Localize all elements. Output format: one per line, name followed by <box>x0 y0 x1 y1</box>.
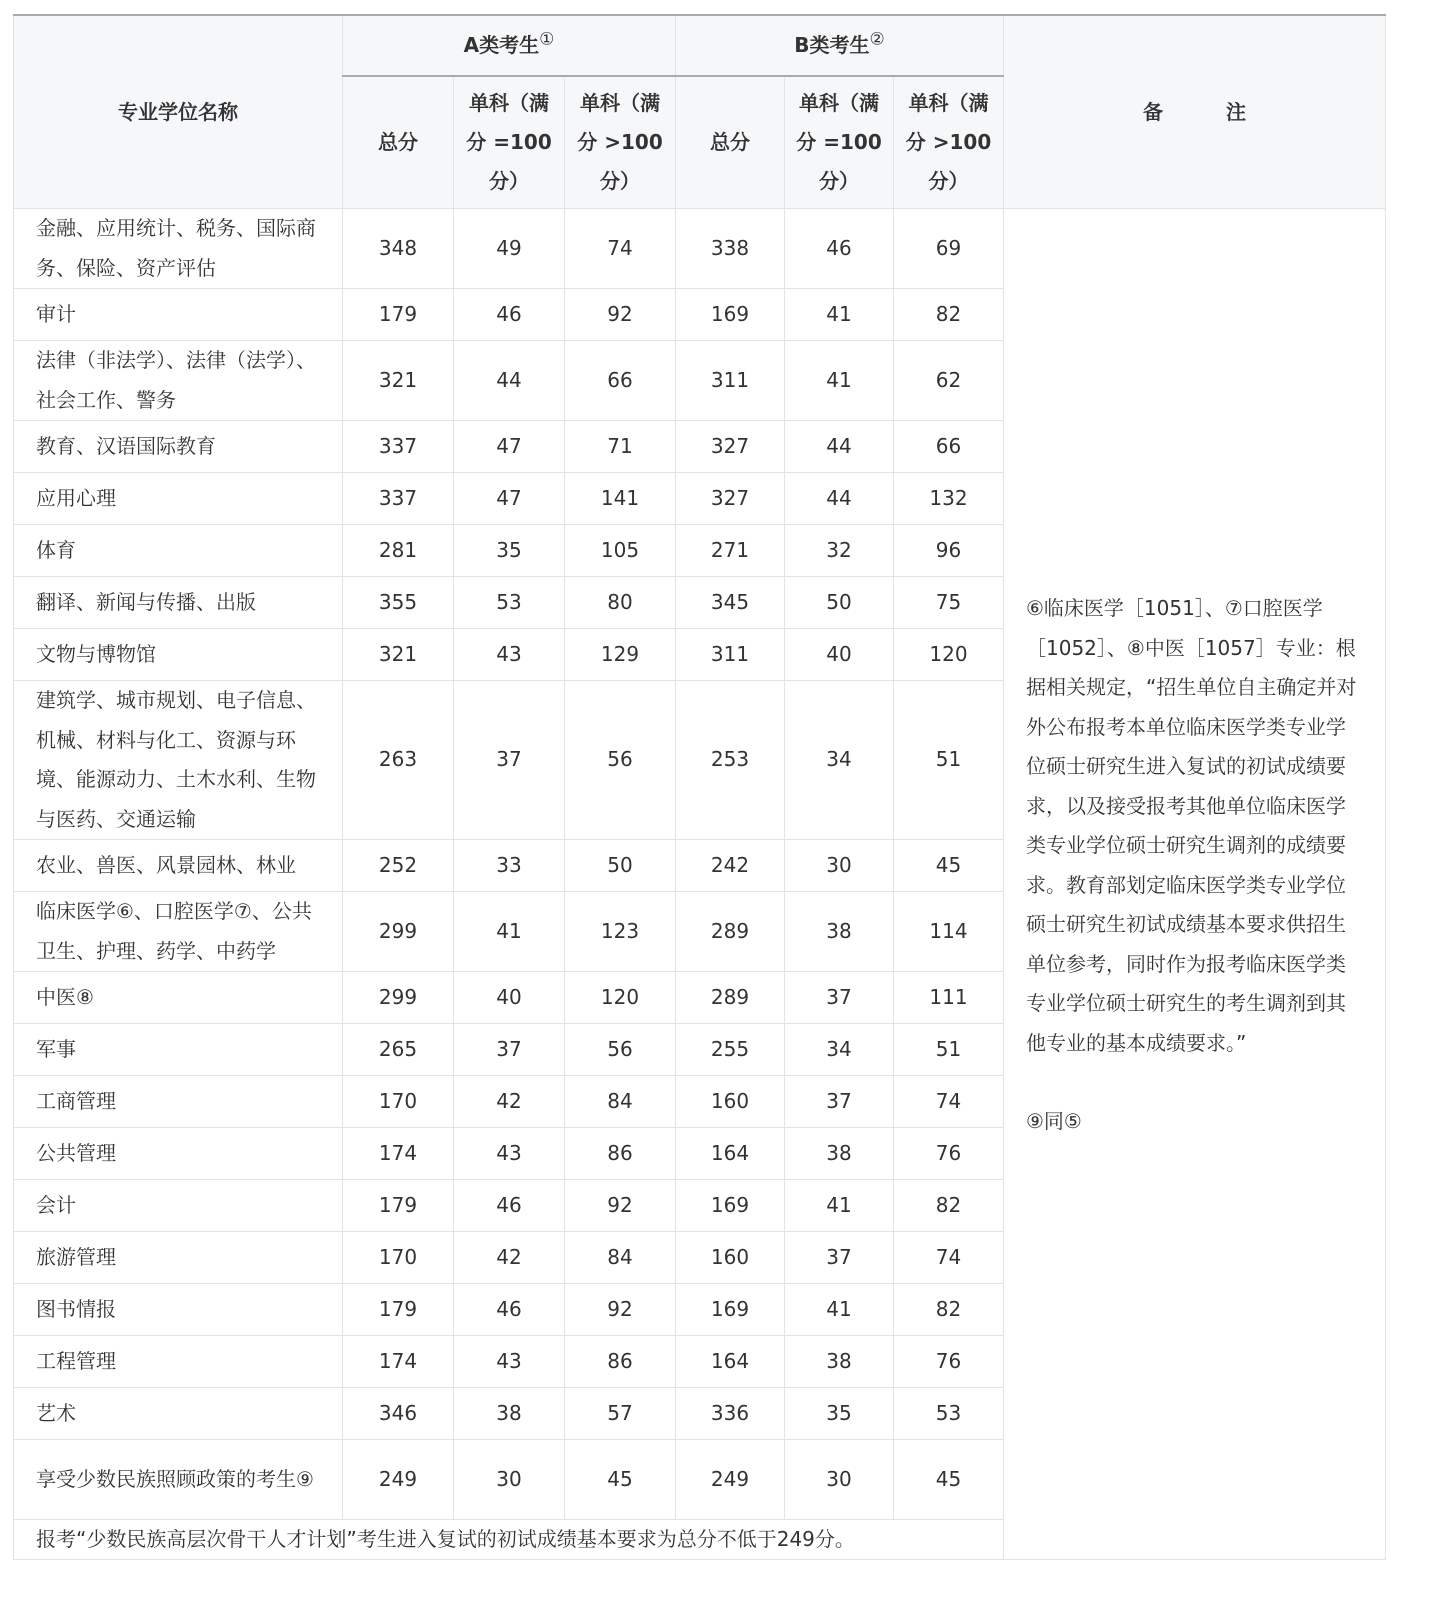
degree-name: 翻译、新闻与传播、出版 <box>14 577 343 629</box>
a-total: 179 <box>343 1284 454 1336</box>
b-total: 249 <box>676 1440 785 1520</box>
a-single-gt100: 92 <box>565 1284 676 1336</box>
b-single-gt100: 62 <box>894 341 1004 421</box>
a-total: 252 <box>343 840 454 892</box>
degree-name: 审计 <box>14 289 343 341</box>
a-single-gt100: 120 <box>565 972 676 1024</box>
header-a-total: 总分 <box>343 76 454 209</box>
a-single-eq100: 42 <box>454 1232 565 1284</box>
b-single-gt100: 45 <box>894 840 1004 892</box>
b-single-gt100: 51 <box>894 681 1004 840</box>
header-remark: 备 注 <box>1004 15 1386 209</box>
degree-name: 农业、兽医、风景园林、林业 <box>14 840 343 892</box>
group-b-label: B类考生 <box>794 33 870 57</box>
b-single-eq100: 41 <box>785 1180 894 1232</box>
header-group-row <box>14 15 1386 76</box>
a-single-gt100: 56 <box>565 681 676 840</box>
b-single-eq100: 44 <box>785 473 894 525</box>
a-single-gt100: 84 <box>565 1076 676 1128</box>
score-requirements-table <box>13 14 1386 1560</box>
b-total: 338 <box>676 209 785 289</box>
b-single-gt100: 132 <box>894 473 1004 525</box>
a-single-eq100: 42 <box>454 1076 565 1128</box>
degree-name: 图书情报 <box>14 1284 343 1336</box>
degree-name: 金融、应用统计、税务、国际商务、保险、资产评估 <box>14 209 343 289</box>
remark-minority-policy: ⑨同⑤ <box>1026 1109 1082 1133</box>
header-b-single-gt100: 单科（满分 >100分） <box>894 76 1004 209</box>
b-single-eq100: 37 <box>785 1076 894 1128</box>
b-single-gt100: 120 <box>894 629 1004 681</box>
b-total: 169 <box>676 289 785 341</box>
a-total: 299 <box>343 892 454 972</box>
b-single-gt100: 53 <box>894 1388 1004 1440</box>
a-single-gt100: 50 <box>565 840 676 892</box>
b-total: 311 <box>676 629 785 681</box>
b-total: 255 <box>676 1024 785 1076</box>
b-total: 345 <box>676 577 785 629</box>
a-total: 355 <box>343 577 454 629</box>
a-single-gt100: 86 <box>565 1336 676 1388</box>
degree-name: 文物与博物馆 <box>14 629 343 681</box>
degree-name: 艺术 <box>14 1388 343 1440</box>
a-single-eq100: 38 <box>454 1388 565 1440</box>
b-single-eq100: 37 <box>785 972 894 1024</box>
a-total: 249 <box>343 1440 454 1520</box>
a-total: 281 <box>343 525 454 577</box>
a-single-eq100: 46 <box>454 1180 565 1232</box>
b-total: 160 <box>676 1232 785 1284</box>
a-single-eq100: 37 <box>454 681 565 840</box>
b-total: 169 <box>676 1180 785 1232</box>
b-single-gt100: 45 <box>894 1440 1004 1520</box>
header-group-a <box>343 15 676 76</box>
table-body <box>14 209 1386 1560</box>
a-single-eq100: 30 <box>454 1440 565 1520</box>
a-single-gt100: 56 <box>565 1024 676 1076</box>
b-single-eq100: 38 <box>785 1336 894 1388</box>
a-single-eq100: 49 <box>454 209 565 289</box>
b-total: 242 <box>676 840 785 892</box>
footnote-minority-talent-plan: 报考“少数民族高层次骨干人才计划”考生进入复试的初试成绩基本要求为总分不低于249分。 <box>14 1520 1004 1560</box>
b-total: 311 <box>676 341 785 421</box>
b-total: 169 <box>676 1284 785 1336</box>
a-single-gt100: 86 <box>565 1128 676 1180</box>
degree-name: 旅游管理 <box>14 1232 343 1284</box>
b-single-gt100: 114 <box>894 892 1004 972</box>
header-a-single-eq100: 单科（满分 =100分） <box>454 76 565 209</box>
a-single-gt100: 141 <box>565 473 676 525</box>
a-total: 348 <box>343 209 454 289</box>
a-single-eq100: 33 <box>454 840 565 892</box>
a-total: 170 <box>343 1232 454 1284</box>
b-single-gt100: 82 <box>894 289 1004 341</box>
a-single-gt100: 74 <box>565 209 676 289</box>
header-a-single-gt100: 单科（满分 >100分） <box>565 76 676 209</box>
b-single-gt100: 76 <box>894 1128 1004 1180</box>
a-single-gt100: 71 <box>565 421 676 473</box>
a-single-gt100: 80 <box>565 577 676 629</box>
b-total: 164 <box>676 1128 785 1180</box>
b-single-gt100: 76 <box>894 1336 1004 1388</box>
degree-name: 军事 <box>14 1024 343 1076</box>
degree-name: 教育、汉语国际教育 <box>14 421 343 473</box>
a-single-eq100: 46 <box>454 289 565 341</box>
b-single-gt100: 96 <box>894 525 1004 577</box>
a-single-eq100: 37 <box>454 1024 565 1076</box>
b-single-eq100: 32 <box>785 525 894 577</box>
b-single-eq100: 41 <box>785 341 894 421</box>
a-single-eq100: 40 <box>454 972 565 1024</box>
degree-name: 工程管理 <box>14 1336 343 1388</box>
b-single-eq100: 38 <box>785 892 894 972</box>
b-single-gt100: 74 <box>894 1076 1004 1128</box>
degree-name: 法律（非法学）、法律（法学）、社会工作、警务 <box>14 341 343 421</box>
degree-name: 应用心理 <box>14 473 343 525</box>
b-total: 271 <box>676 525 785 577</box>
group-a-footnote-mark: ① <box>539 29 555 50</box>
b-single-eq100: 30 <box>785 1440 894 1520</box>
b-single-gt100: 111 <box>894 972 1004 1024</box>
remark-clinical-medicine: ⑥临床医学［1051］、⑦口腔医学［1052］、⑧中医［1057］专业：根据相关规定，“招生单位自主确定并对外公布报考本单位临床医学类专业学位硕士研究生进入复试的初试成绩要求，以及接受报考其他单位临床医学类专业学位硕士研究生调剂的成绩要求。教育部划定临床医学类专业学位硕士研究生初试成绩基本要求供招生单位参考，同时作为报考临床医学类专业学位硕士研究生的考生调剂到其他专业的基本成绩要求。” <box>1026 596 1357 1055</box>
degree-name: 中医⑧ <box>14 972 343 1024</box>
a-single-eq100: 43 <box>454 1336 565 1388</box>
b-total: 289 <box>676 972 785 1024</box>
b-single-gt100: 75 <box>894 577 1004 629</box>
a-total: 299 <box>343 972 454 1024</box>
b-single-eq100: 37 <box>785 1232 894 1284</box>
a-total: 179 <box>343 1180 454 1232</box>
a-total: 265 <box>343 1024 454 1076</box>
table-row <box>14 209 1386 289</box>
a-single-gt100: 105 <box>565 525 676 577</box>
b-single-eq100: 44 <box>785 421 894 473</box>
table-header <box>14 15 1386 209</box>
b-single-gt100: 82 <box>894 1284 1004 1336</box>
a-single-eq100: 47 <box>454 473 565 525</box>
b-single-gt100: 69 <box>894 209 1004 289</box>
b-total: 160 <box>676 1076 785 1128</box>
degree-name: 会计 <box>14 1180 343 1232</box>
a-single-eq100: 43 <box>454 629 565 681</box>
a-single-gt100: 84 <box>565 1232 676 1284</box>
a-single-eq100: 44 <box>454 341 565 421</box>
b-single-eq100: 34 <box>785 681 894 840</box>
a-total: 174 <box>343 1336 454 1388</box>
a-single-eq100: 41 <box>454 892 565 972</box>
group-a-label: A类考生 <box>463 33 540 57</box>
a-single-gt100: 129 <box>565 629 676 681</box>
a-total: 170 <box>343 1076 454 1128</box>
a-single-eq100: 43 <box>454 1128 565 1180</box>
a-single-gt100: 66 <box>565 341 676 421</box>
a-single-eq100: 47 <box>454 421 565 473</box>
a-single-eq100: 53 <box>454 577 565 629</box>
b-single-eq100: 30 <box>785 840 894 892</box>
a-total: 174 <box>343 1128 454 1180</box>
a-single-gt100: 57 <box>565 1388 676 1440</box>
degree-name: 公共管理 <box>14 1128 343 1180</box>
degree-name: 体育 <box>14 525 343 577</box>
degree-name: 建筑学、城市规划、电子信息、机械、材料与化工、资源与环境、能源动力、土木水利、生物与医药、交通运输 <box>14 681 343 840</box>
a-total: 337 <box>343 473 454 525</box>
a-single-eq100: 46 <box>454 1284 565 1336</box>
b-single-gt100: 74 <box>894 1232 1004 1284</box>
b-single-eq100: 35 <box>785 1388 894 1440</box>
b-total: 327 <box>676 473 785 525</box>
a-single-gt100: 123 <box>565 892 676 972</box>
b-single-eq100: 34 <box>785 1024 894 1076</box>
header-degree-name <box>14 15 343 209</box>
b-single-gt100: 51 <box>894 1024 1004 1076</box>
a-single-gt100: 45 <box>565 1440 676 1520</box>
a-total: 179 <box>343 289 454 341</box>
b-total: 327 <box>676 421 785 473</box>
b-single-eq100: 40 <box>785 629 894 681</box>
header-degree-name-label: 专业学位名称 <box>118 99 238 124</box>
header-b-single-eq100: 单科（满分 =100分） <box>785 76 894 209</box>
b-total: 289 <box>676 892 785 972</box>
b-single-gt100: 66 <box>894 421 1004 473</box>
a-total: 337 <box>343 421 454 473</box>
b-total: 164 <box>676 1336 785 1388</box>
remark-cell <box>1004 209 1386 1560</box>
b-single-gt100: 82 <box>894 1180 1004 1232</box>
group-b-footnote-mark: ② <box>869 29 885 50</box>
header-group-b <box>676 15 1004 76</box>
degree-name: 工商管理 <box>14 1076 343 1128</box>
a-total: 263 <box>343 681 454 840</box>
a-single-gt100: 92 <box>565 289 676 341</box>
a-total: 321 <box>343 341 454 421</box>
b-single-eq100: 41 <box>785 289 894 341</box>
b-total: 253 <box>676 681 785 840</box>
degree-name: 临床医学⑥、口腔医学⑦、公共卫生、护理、药学、中药学 <box>14 892 343 972</box>
b-single-eq100: 50 <box>785 577 894 629</box>
b-single-eq100: 38 <box>785 1128 894 1180</box>
a-single-gt100: 92 <box>565 1180 676 1232</box>
degree-name: 享受少数民族照顾政策的考生⑨ <box>14 1440 343 1520</box>
b-single-eq100: 41 <box>785 1284 894 1336</box>
b-single-eq100: 46 <box>785 209 894 289</box>
a-total: 321 <box>343 629 454 681</box>
a-single-eq100: 35 <box>454 525 565 577</box>
a-total: 346 <box>343 1388 454 1440</box>
b-total: 336 <box>676 1388 785 1440</box>
header-b-total: 总分 <box>676 76 785 209</box>
